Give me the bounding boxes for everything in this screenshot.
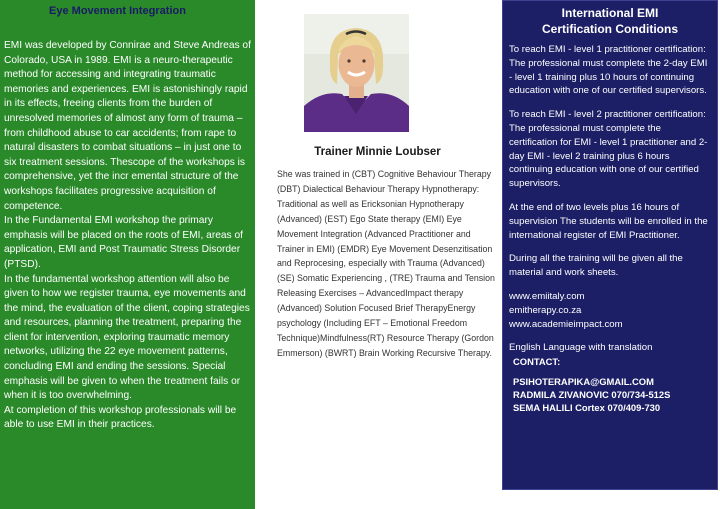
trainer-portrait-image: [304, 14, 409, 132]
contact-label: CONTACT:: [513, 356, 561, 368]
website-link-emitherapy[interactable]: emitherapy.co.za: [509, 304, 582, 316]
level1-conditions: To reach EMI - level 1 practitioner certification: The professional must complete the 2-day EMI - level 1 training plus 10 hours of continuing education with one of our certified supervisors.: [509, 44, 708, 97]
emi-paragraph-completion: At completion of this workshop professionals will be able to use EMI in their practices.: [4, 404, 237, 431]
trainer-name: Trainer Minnie Loubser: [314, 146, 441, 158]
trainer-column: [255, 0, 500, 509]
website-link-academieimpact[interactable]: www.academieimpact.com: [509, 318, 623, 330]
emi-paragraph-attention: In the fundamental workshop attention will also be given to how we register trauma, eye movements and the mind, the evaluation of the client, coping strategies and resources, planning the treatment, preparing the client for intervention, exploring traumatic memory networks, utilizing the 22 eye movement patterns, concluding EMI and ending the sessions. Special emphasis will be given to when the treatment fails or when it is too overwhelming.: [4, 273, 250, 402]
language-note: English Language with translation: [509, 342, 653, 354]
contact-radmila: RADMILA ZIVANOVIC 070/734-512S: [513, 388, 671, 400]
emi-paragraph-intro: EMI was developed by Connirae and Steve Andreas of Colorado, USA in 1989. EMI is a neuro-therapeutic method for accessing and integrating traumatic memories and experiences. EMI is astonishingly rapid in its effects, freeing clients from the burden of unresolved memories of almost any form of trauma – from childhood abuse to car accidents; from rape to natural disasters to combat situations – in just one to six treatment sessions. Thescope of the workshops is comprehensive, yet the incr emental structure of the workshops facilitates progressive acquisition of competence.: [4, 40, 251, 212]
emi-description-column: [0, 0, 255, 509]
contact-email[interactable]: PSIHOTERAPIKA@GMAIL.COM: [513, 375, 654, 387]
certification-column: [500, 0, 720, 509]
emi-title: Eye Movement Integration: [49, 5, 186, 17]
certification-heading-line1: International EMI: [561, 6, 659, 20]
website-link-emiitaly[interactable]: www.emiitaly.com: [509, 290, 585, 302]
emi-paragraph-fundamental: In the Fundamental EMI workshop the primary emphasis will be placed on the roots of EMI, areas of application, EMI and Post Traumatic Stress Disorder (PTSD).: [4, 215, 243, 270]
materials-note: During all the training will be given all the material and work sheets.: [509, 253, 683, 279]
trainer-photo: [304, 14, 409, 132]
level2-conditions: To reach EMI - level 2 practitioner certification: The professional must complete the certification for EMI - level 1 practitioner and 2-day EMI - level 2 training plus 6 hours continuing education with one of our certified supervisors.: [509, 109, 708, 190]
register-conditions: At the end of two levels plus 16 hours of supervision The students will be enrolled in the international register of EMI Practitioner.: [509, 201, 708, 241]
contact-sema: SEMA HALILI Cortex 070/409-730: [513, 402, 661, 414]
trainer-bio: She was trained in (CBT) Cognitive Behaviour Therapy (DBT) Dialectical Behaviour Therapy Hypnotherapy: Traditional as well as Ericksonian Hypnotherapy (Advanced) (EST) Ego State therapy (EMI) Eye Movement Integration (Advanced Practitioner and Trainer in EMI) (EMDR) Eye Movement Desenzitisation and Reprocesing, especially with Trauma (Advanced) (SE) Somatic Experiencing , (TRE) Trauma and Tension Releasing Exercises – AdvancedImpact therapy (Advanced) Solution Focused Brief TherapyEnergy psychology (Including EFT – Emotional Freedom Technique)Mindfulness(RT) Resource Therapy (Gordon Emmerson) (BWRT) Brain Working Recursive Therapy.: [277, 169, 495, 358]
emi-description: [4, 39, 251, 433]
certification-heading-line2: Certification Conditions: [542, 22, 678, 36]
certification-panel: [502, 0, 718, 490]
certification-heading: [509, 5, 711, 37]
